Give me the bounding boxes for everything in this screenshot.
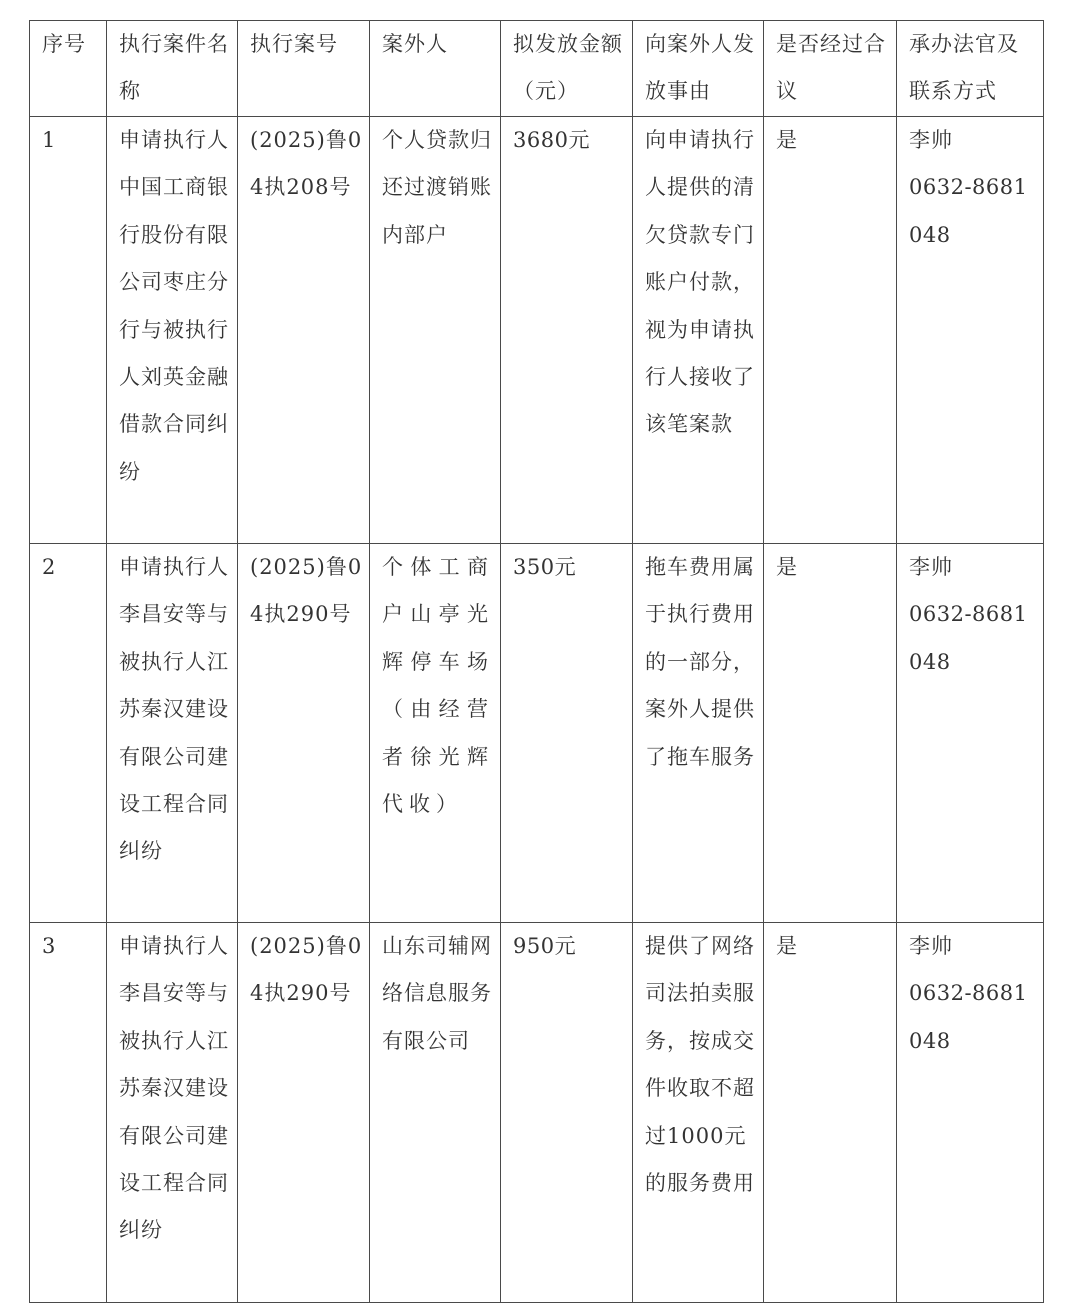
cell-index: 2: [30, 544, 107, 923]
cell-case-name: 申请执行人李昌安等与被执行人江苏秦汉建设有限公司建设工程合同纠纷: [107, 923, 238, 1303]
judge-phone: 0632-8681048: [909, 602, 1028, 674]
cell-outsider: 个体工商户山亭光辉停车场（由经营者徐光辉代收）: [370, 544, 501, 923]
header-outsider: 案外人: [370, 21, 501, 117]
header-case-name: 执行案件名称: [107, 21, 238, 117]
cell-judge: [897, 117, 1044, 544]
judge-name: 李帅: [909, 934, 953, 958]
cell-index: 1: [30, 117, 107, 544]
header-judge: 承办法官及联系方式: [897, 21, 1044, 117]
cell-judge: [897, 923, 1044, 1303]
cell-collegial: 是: [764, 923, 897, 1303]
cell-amount: 950元: [501, 923, 633, 1303]
cell-case-no: (2025)鲁04执208号: [238, 117, 370, 544]
cell-case-no: (2025)鲁04执290号: [238, 923, 370, 1303]
cell-judge: [897, 544, 1044, 923]
table-row: [30, 117, 1044, 544]
table-header-row: [30, 21, 1044, 117]
header-index: 序号: [30, 21, 107, 117]
cell-case-name: 申请执行人中国工商银行股份有限公司枣庄分行与被执行人刘英金融借款合同纠纷: [107, 117, 238, 544]
table-row: [30, 544, 1044, 923]
judge-name: 李帅: [909, 555, 953, 579]
cell-case-no: (2025)鲁04执290号: [238, 544, 370, 923]
cell-outsider: 山东司辅网络信息服务有限公司: [370, 923, 501, 1303]
cell-collegial: 是: [764, 544, 897, 923]
judge-phone: 0632-8681048: [909, 981, 1028, 1053]
header-amount: 拟发放金额（元）: [501, 21, 633, 117]
cell-reason: 提供了网络司法拍卖服务，按成交件收取不超过1000元的服务费用: [633, 923, 764, 1303]
cell-outsider: 个人贷款归还过渡销账内部户: [370, 117, 501, 544]
cell-collegial: 是: [764, 117, 897, 544]
cell-reason: 拖车费用属于执行费用的一部分，案外人提供了拖车服务: [633, 544, 764, 923]
judge-phone: 0632-8681048: [909, 175, 1028, 247]
cell-case-name: 申请执行人李昌安等与被执行人江苏秦汉建设有限公司建设工程合同纠纷: [107, 544, 238, 923]
cell-index: 3: [30, 923, 107, 1303]
cell-amount: 350元: [501, 544, 633, 923]
header-case-no: 执行案号: [238, 21, 370, 117]
case-disbursement-table: [29, 20, 1044, 1303]
judge-name: 李帅: [909, 128, 953, 152]
cell-reason: 向申请执行人提供的清欠贷款专门账户付款，视为申请执行人接收了该笔案款: [633, 117, 764, 544]
header-collegial: 是否经过合议: [764, 21, 897, 117]
cell-amount: 3680元: [501, 117, 633, 544]
header-reason: 向案外人发放事由: [633, 21, 764, 117]
table-row: [30, 923, 1044, 1303]
